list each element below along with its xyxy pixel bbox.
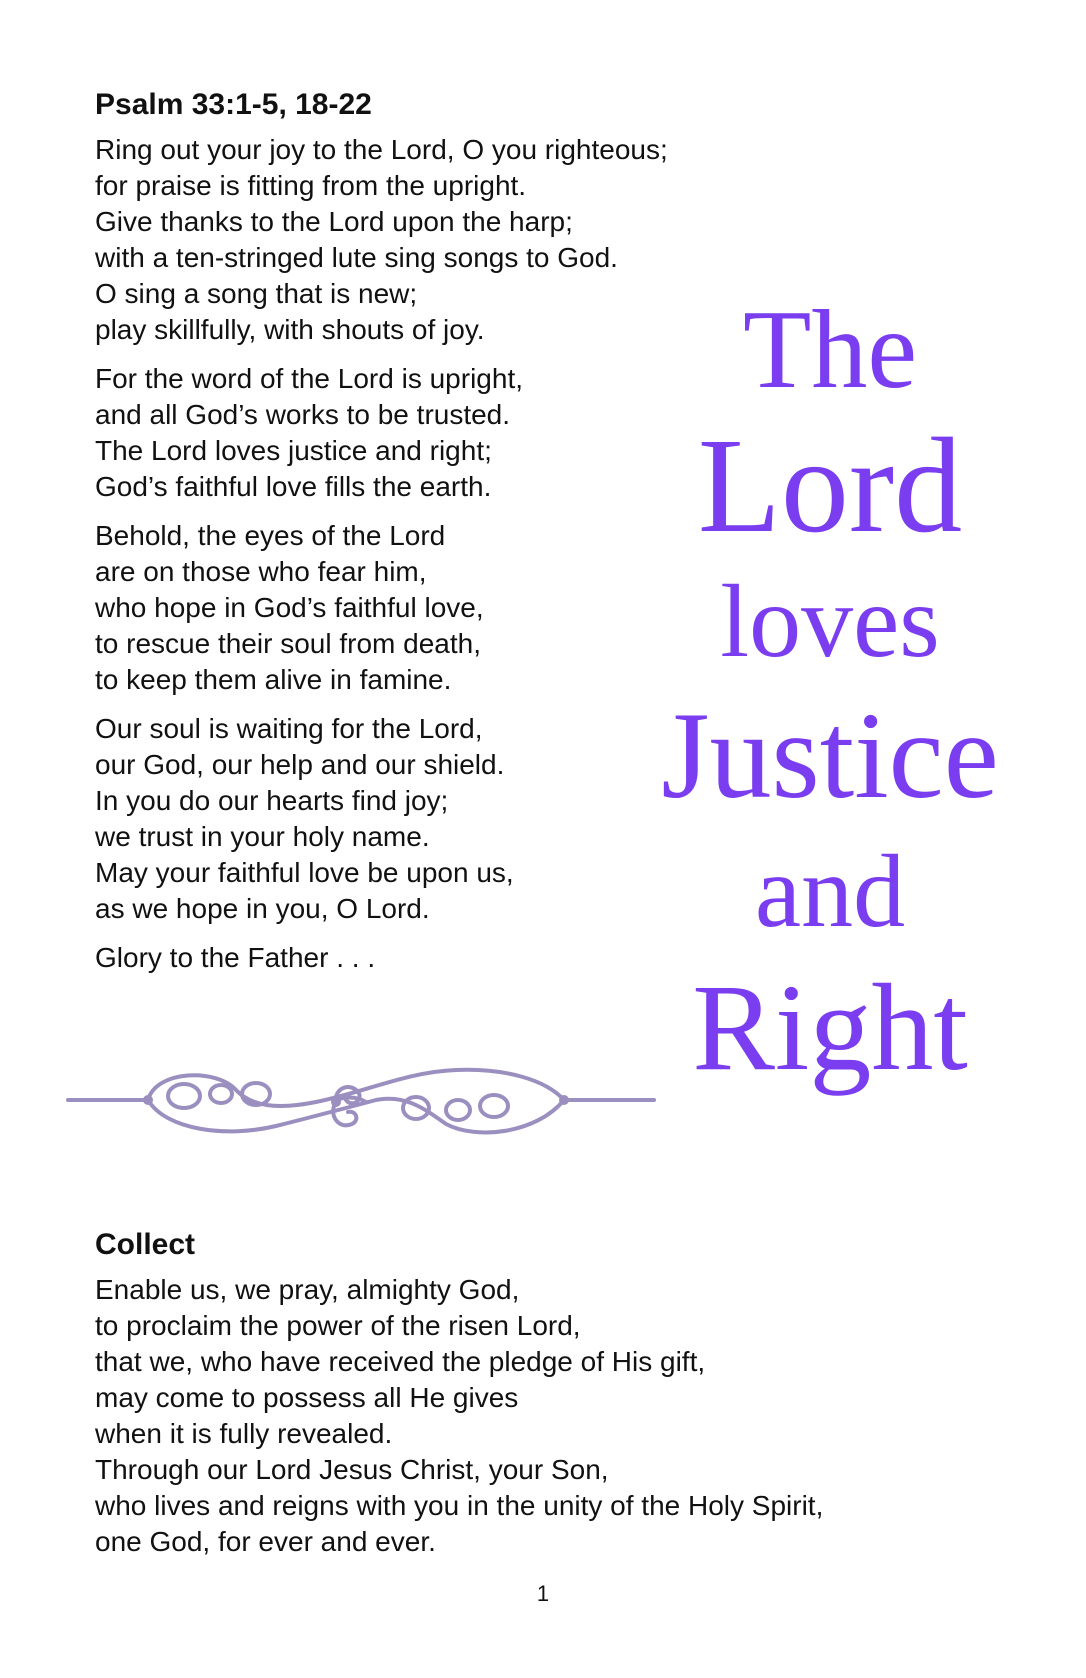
psalm-line: for praise is fitting from the upright.: [95, 170, 527, 201]
psalm-stanza-4: [95, 711, 715, 927]
psalm-stanza-1: [95, 132, 715, 348]
collect-line: to proclaim the power of the risen Lord,: [95, 1310, 581, 1341]
collect-line: that we, who have received the pledge of His gift,: [95, 1346, 706, 1377]
psalm-line: Ring out your joy to the Lord, O you righteous;: [95, 134, 668, 165]
psalm-line: who hope in God’s faithful love,: [95, 592, 484, 623]
psalm-section: [95, 86, 715, 989]
collect-section: [95, 1226, 995, 1560]
psalm-line: O sing a song that is new;: [95, 278, 418, 309]
psalm-line: May your faithful love be upon us,: [95, 857, 514, 888]
psalm-line: we trust in your holy name.: [95, 821, 430, 852]
page-number: 1: [536, 1581, 550, 1606]
collect-line: one God, for ever and ever.: [95, 1526, 436, 1557]
psalm-line: and all God’s works to be trusted.: [95, 399, 511, 430]
collect-heading: Collect: [95, 1228, 196, 1261]
collect-line: may come to possess all He gives: [95, 1382, 519, 1413]
collect-line: Through our Lord Jesus Christ, your Son,: [95, 1454, 609, 1485]
psalm-line: play skillfully, with shouts of joy.: [95, 314, 485, 345]
collect-line: Enable us, we pray, almighty God,: [95, 1274, 520, 1305]
title-word-and: and: [754, 834, 906, 949]
psalm-stanza-2: [95, 361, 715, 505]
psalm-doxology: Glory to the Father . . .: [95, 942, 376, 973]
psalm-line: as we hope in you, O Lord.: [95, 893, 430, 924]
psalm-stanza-5: [95, 940, 715, 976]
psalm-line: our God, our help and our shield.: [95, 749, 505, 780]
title-art: [640, 290, 1020, 1102]
psalm-line: Our soul is waiting for the Lord,: [95, 713, 483, 744]
psalm-line: The Lord loves justice and right;: [95, 435, 492, 466]
title-word-justice: Justice: [661, 687, 999, 824]
psalm-line: In you do our hearts find joy;: [95, 785, 449, 816]
psalm-stanza-3: [95, 518, 715, 698]
psalm-line: For the word of the Lord is upright,: [95, 363, 523, 394]
psalm-line: to rescue their soul from death,: [95, 628, 481, 659]
scroll-divider-icon: [66, 1050, 656, 1150]
title-word-lord: Lord: [697, 411, 963, 561]
collect-line: when it is fully revealed.: [95, 1418, 393, 1449]
title-word-right: Right: [692, 959, 968, 1096]
psalm-line: are on those who fear him,: [95, 556, 427, 587]
title-word-loves: loves: [720, 564, 940, 679]
psalm-heading: Psalm 33:1-5, 18-22: [95, 88, 372, 121]
psalm-line: God’s faithful love fills the earth.: [95, 471, 492, 502]
collect-line: who lives and reigns with you in the unity of the Holy Spirit,: [95, 1490, 824, 1521]
psalm-line: Give thanks to the Lord upon the harp;: [95, 206, 573, 237]
psalm-line: Behold, the eyes of the Lord: [95, 520, 446, 551]
psalm-line: to keep them alive in famine.: [95, 664, 452, 695]
title-word-the: The: [742, 288, 918, 412]
psalm-line: with a ten-stringed lute sing songs to God.: [95, 242, 618, 273]
